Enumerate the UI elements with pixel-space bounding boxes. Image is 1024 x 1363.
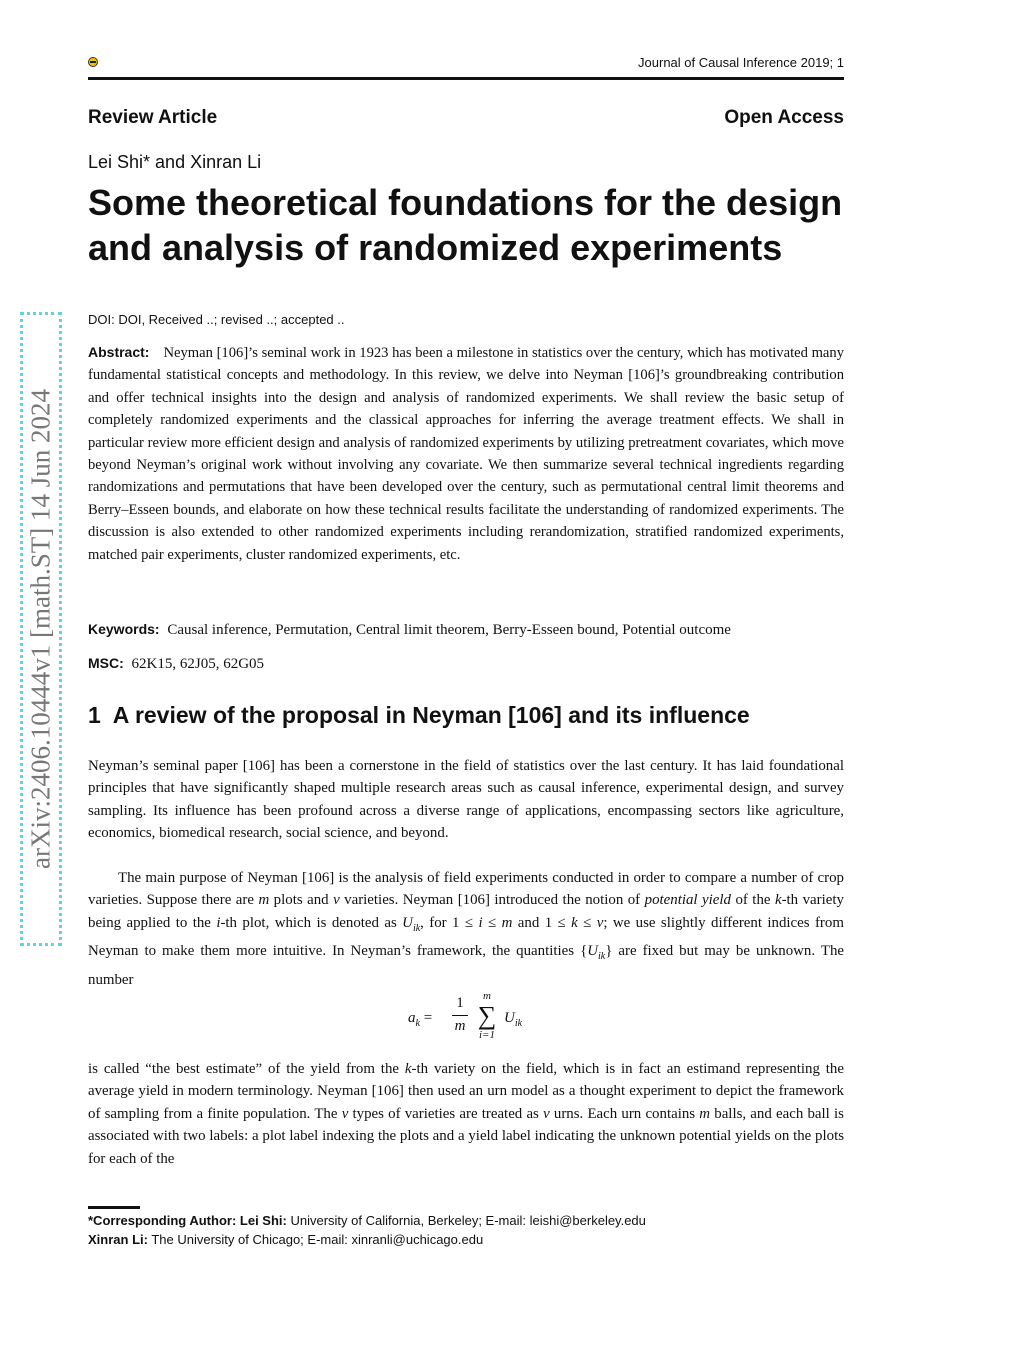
- equation-term: $U_{ik}$: [504, 1010, 523, 1029]
- arxiv-stamp[interactable]: arXiv:2406.10444v1 [math.ST] 14 Jun 2024: [25, 389, 56, 869]
- keywords: [88, 621, 848, 639]
- journal-header: Journal of Causal Inference 2019; 1: [638, 55, 844, 70]
- abstract: [88, 341, 844, 566]
- keywords-text: Causal inference, Permutation, Central limit theorem, Berry-Esseen bound, Potential outcome: [167, 622, 731, 638]
- keywords-label: Keywords:: [88, 621, 160, 637]
- msc-label: MSC:: [88, 655, 124, 671]
- authors: Lei Shi* and Xinran Li: [88, 152, 262, 172]
- paper-title: Some theoretical foundations for the design and analysis of randomized experiments: [88, 182, 843, 268]
- footnote-rule: [88, 1206, 140, 1209]
- footnote-second-author: Xinran Li: The University of Chicago; E-mail: xinranli@uchicago.edu: [88, 1232, 484, 1247]
- equation-sum: m ∑ i=1: [477, 990, 497, 1041]
- abstract-label: Abstract:: [88, 344, 150, 360]
- paragraph-2: The main purpose of Neyman [106] is the analysis of field experiments conducted in order to compare a number of crop varieties. Suppose there are m plots and ν varieties. Neyman [106] introduced the notion of potential yield of the k-th variety being applied to the i-th plot, which is denoted as $U_{ik}$, for 1 ≤ i ≤ m and 1 ≤ k ≤ ν; we use slightly different indices from Neyman to make them more intuitive. In Neyman’s framework, the quantities $\{U_{ik}\}$ are fixed but may be unknown. The number: [88, 870, 844, 988]
- msc: [88, 655, 264, 673]
- access-label: Open Access: [724, 107, 844, 128]
- header-rule: [88, 77, 844, 80]
- footnote-corresponding-author: *Corresponding Author: Lei Shi: University of California, Berkeley; E-mail: leishi@berkeley.edu: [88, 1213, 646, 1228]
- open-access-icon: [88, 57, 98, 67]
- section-number: 1: [88, 702, 101, 728]
- paragraph-1: Neyman’s seminal paper [106] has been a cornerstone in the field of statistics over the last century. It has laid foundational principles that have significantly shaped multiple research areas such as causal inference, experimental design, and survey sampling. Its influence has been profound across a diverse range of applications, encompassing sectors like agriculture, economics, biomedical research, social science, and beyond.: [88, 758, 844, 842]
- equation-lhs: $a_k$ =: [408, 1010, 433, 1029]
- abstract-text: Neyman [106]’s seminal work in 1923 has been a milestone in statistics over the century, which has motivated many fundamental statistical concepts and methodology. In this review, we delve into Neyman [106]’s groundbreaking contribution and offer technical insights into the design and analysis of randomized experiments. We shall review the basic setup of completely randomized experiments and the classical approaches for inferring the average treatment effects. We shall in particular review more efficient design and analysis of randomized experiments by utilizing pretreatment covariates, which move beyond Neyman’s original work without involving any covariate. We then summarize several technical ingredients regarding randomizations and permutations that have been developed over the century, such as permutational central limit theorems and Berry–Esseen bounds, and elaborate on how these technical results facilitate the understanding of randomized experiments. The discussion is also extended to other randomized experiments including rerandomization, stratified randomized experiments, matched pair experiments, cluster randomized experiments, etc.: [88, 345, 844, 563]
- doi-line: DOI: DOI, Received ..; revised ..; accepted ..: [88, 312, 345, 327]
- section-title: A review of the proposal in Neyman [106] and its influence: [112, 702, 750, 728]
- section-heading: [88, 702, 750, 729]
- paragraph-3: is called “the best estimate” of the yield from the k-th variety on the field, which is in fact an estimand representing the average yield in modern terminology. Neyman [106] then used an urn model as a thought experiment to depict the framework of sampling from a finite population. The ν types of varieties are treated as ν urns. Each urn contains m balls, and each ball is associated with two labels: a plot label indexing the plots and a yield label indicating the unknown potential yields on the plots for each of the: [88, 1061, 844, 1167]
- equation-fraction: 1 m: [452, 995, 468, 1035]
- article-type: Review Article: [88, 107, 218, 128]
- msc-text: 62K15, 62J05, 62G05: [131, 656, 265, 672]
